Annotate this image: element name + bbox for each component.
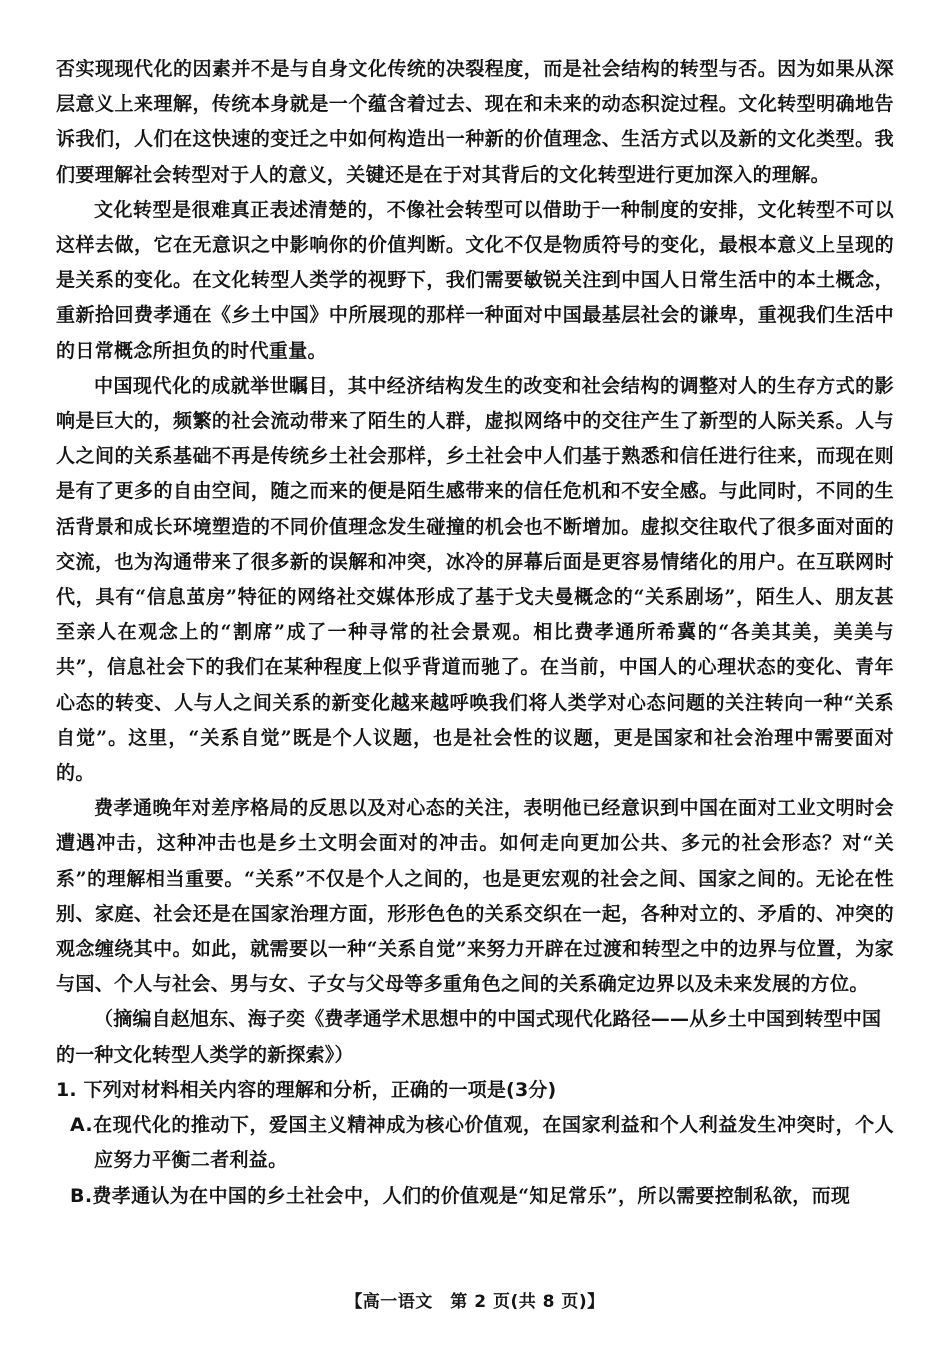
article-paragraph-2: 文化转型是很难真正表述清楚的，不像社会转型可以借助于一种制度的安排，文化转型不可以这样去做，它在无意识之中影响你的价值判断。文化不仅是物质符号的变化，最根本意义上呈现的是关系的变化。在文化转型人类学的视野下，我们需要敏锐关注到中国人日常生活中的本土概念，重新拾回费孝通在《乡土中国》中所展现的那样一种面对中国最基层社会的谦卑，重视我们生活中的日常概念所担负的时代重量。 — [56, 198, 894, 362]
article-source: （摘编自赵旭东、海子奕《费孝通学术思想中的中国式现代化路径——从乡土中国到转型中国的一种文化转型人类学的新探索》） — [56, 1008, 882, 1066]
article-paragraph-3: 中国现代化的成就举世瞩目，其中经济结构发生的改变和社会结构的调整对人的生存方式的影响是巨大的，频繁的社会流动带来了陌生的人群，虚拟网络中的交往产生了新型的人际关系。人与人之间的关系基础不再是传统乡土社会那样，乡土社会中人们基于熟悉和信任进行往来，而现在则是有了更多的自由空间，随之而来的便是陌生感带来的信任危机和不安全感。与此同时，不同的生活背景和成长环境塑造的不同价值理念发生碰撞的机会也不断增加。虚拟交往取代了很多面对面的交流，也为沟通带来了很多新的误解和冲突，冰冷的屏幕后面是更容易情绪化的用户。在互联网时代，具有“信息茧房”特征的网络社交媒体形成了基于戈夫曼概念的“关系剧场”，陌生人、朋友甚至亲人在观念上的“割席”成了一种寻常的社会景观。相比费孝通所希冀的“各美其美，美美与共”，信息社会下的我们在某种程度上似乎背道而驰了。在当前，中国人的心理状态的变化、青年心态的转变、人与人之间关系的新变化越来越呼唤我们将人类学对心态问题的关注转向一种“关系自觉”。这里，“关系自觉”既是个人议题，也是社会性的议题，更是国家和社会治理中需要面对的。 — [56, 374, 894, 785]
question-1-stem: 1. 下列对材料相关内容的理解和分析，正确的一项是(3分) — [56, 1078, 557, 1101]
option-b-letter: B. — [70, 1184, 93, 1207]
option-a-letter: A. — [70, 1114, 93, 1137]
page-footer: 【高一语文 第 2 页(共 8 页)】 — [345, 1292, 605, 1312]
article-paragraph-4: 费孝通晚年对差序格局的反思以及对心态的关注，表明他已经意识到中国在面对工业文明时会遭遇冲击，这种冲击也是乡土文明会面对的冲击。如何走向更加公共、多元的社会形态？对“关系”的理解相当重要。“关系”不仅是个人之间的，也是更宏观的社会之间、国家之间的。无论在性别、家庭、社会还是在国家治理方面，形形色色的关系交织在一起，各种对立的、矛盾的、冲突的观念缠绕其中。如此，就需要以一种“关系自觉”来努力开辟在过渡和转型之中的边界与位置，为家与国、个人与社会、男与女、子女与父母等多重角色之间的关系确定边界以及未来发展的方位。 — [56, 797, 894, 996]
option-a-text: 在现代化的推动下，爱国主义精神成为核心价值观，在国家利益和个人利益发生冲突时，个人应努力平衡二者利益。 — [92, 1114, 894, 1172]
option-b-text: 费孝通认为在中国的乡土社会中，人们的价值观是“知足常乐”，所以需要控制私欲，而现 — [92, 1184, 851, 1207]
question-1-option-a — [56, 1108, 894, 1178]
article-paragraph-1: 否实现现代化的因素并不是与自身文化传统的决裂程度，而是社会结构的转型与否。因为如果从深层意义上来理解，传统本身就是一个蕴含着过去、现在和未来的动态积淀过程。文化转型明确地告诉我们，人们在这快速的变迁之中如何构造出一种新的价值理念、生活方式以及新的文化类型。我们要理解社会转型对于人的意义，关键还是在于对其背后的文化转型进行更加深入的理解。 — [56, 58, 894, 186]
page-content — [56, 52, 894, 1214]
question-1-option-b — [56, 1179, 894, 1214]
